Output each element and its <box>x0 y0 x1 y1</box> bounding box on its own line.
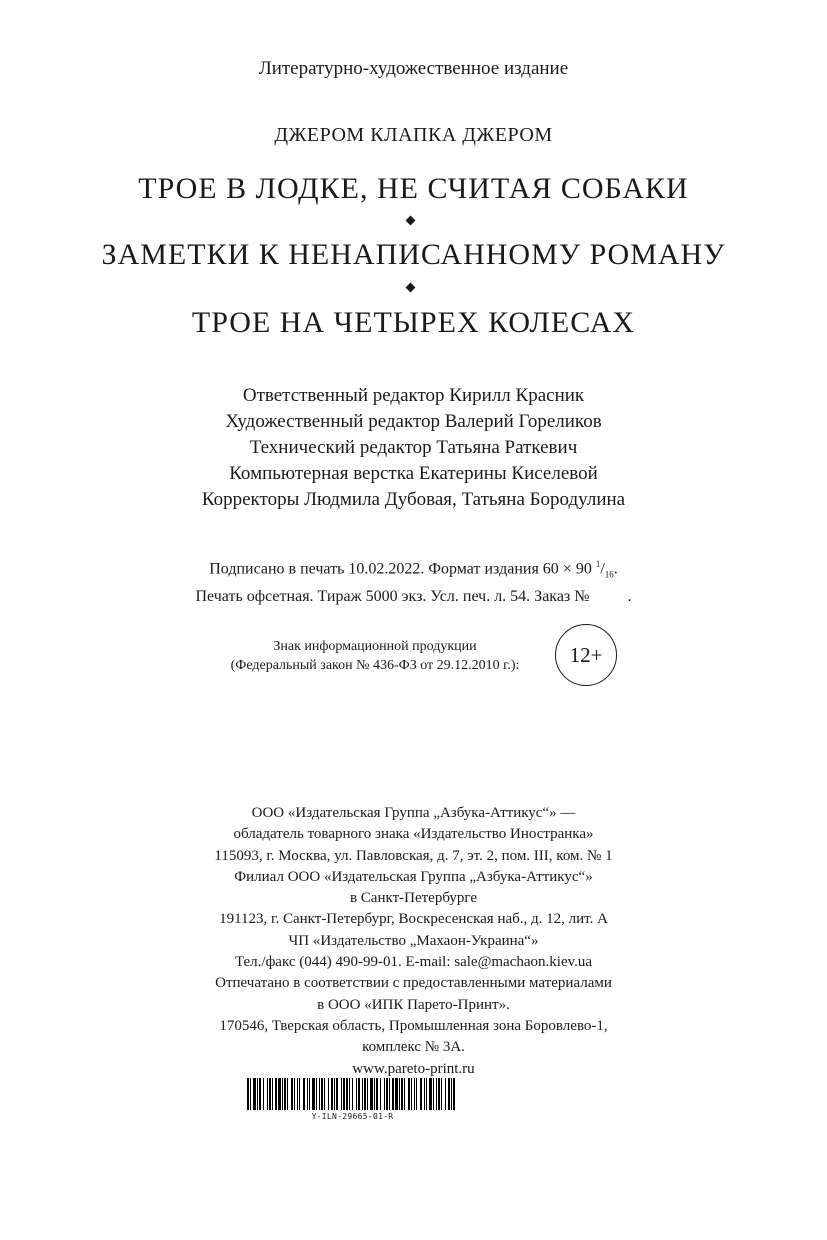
imprint-line: 191123, г. Санкт-Петербург, Воскресенская наб., д. 12, лит. А <box>219 911 608 928</box>
imprint-line: комплекс № 3А. <box>362 1039 465 1056</box>
info-mark-label <box>210 637 540 675</box>
imprint-line: в ООО «ИПК Парето-Принт». <box>317 996 510 1013</box>
staff-line: Художественный редактор Валерий Гореликов <box>225 411 602 432</box>
imprint-line: Филиал ООО «Издательская Группа „Азбука-Аттикус“» <box>234 868 593 885</box>
info-mark-line-2: (Федеральный закон № 436-ФЗ от 29.12.2010 г.): <box>230 658 520 673</box>
barcode-icon <box>247 1078 458 1110</box>
imprint-line: в Санкт-Петербурге <box>349 890 478 907</box>
imprint-line: www.pareto-print.ru <box>352 1060 475 1077</box>
imprint-line: обладатель товарного знака «Издательство Иностранка» <box>233 826 594 843</box>
info-mark-line-1: Знак информационной продукции <box>273 639 477 654</box>
imprint-line: Отпечатано в соответствии с предоставленными материалами <box>215 975 612 992</box>
work-title-2: ЗАМЕТКИ К НЕНАПИСАННОМУ РОМАНУ <box>101 238 726 271</box>
edition-type: Литературно-художественное издание <box>258 58 569 79</box>
staff-line: Ответственный редактор Кирилл Красник <box>242 385 585 406</box>
print-details <box>0 553 827 608</box>
print-signed-format: Подписано в печать 10.02.2022. Формат издания 60 × 90 <box>209 560 592 578</box>
staff-line: Технический редактор Татьяна Раткевич <box>249 437 578 458</box>
staff-line: Корректоры Людмила Дубовая, Татьяна Бородулина <box>201 489 626 510</box>
imprint-line: Тел./факс (044) 490-99-01. E-mail: sale@machaon.kiev.ua <box>234 954 593 971</box>
format-numerator: 1 <box>595 559 601 569</box>
imprint-line: 170546, Тверская область, Промышленная зона Боровлево-1, <box>219 1017 608 1034</box>
imprint-line: ООО «Издательская Группа „Азбука-Аттикус“» — <box>251 805 576 821</box>
age-rating-value: 12+ <box>569 642 603 667</box>
barcode-caption: Y-ILN-29665-01-R <box>311 1112 394 1121</box>
work-title-3: ТРОЕ НА ЧЕТЫРЕХ КОЛЕСАХ <box>191 306 636 339</box>
editorial-staff <box>0 383 827 513</box>
publisher-imprint <box>0 803 827 1080</box>
author-name: ДЖЕРОМ КЛАПКА ДЖЕРОМ <box>274 124 553 146</box>
age-rating-badge <box>555 624 617 686</box>
staff-line: Компьютерная верстка Екатерины Киселевой <box>229 463 598 484</box>
order-number-end: . <box>627 587 632 605</box>
separator-diamond-2 <box>406 283 416 293</box>
print-line-2 <box>0 586 827 608</box>
separator-diamond-1 <box>406 216 416 226</box>
print-line-1: Подписано в печать 10.02.2022. Формат издания 60 × 90 $^1/_{16}$. <box>209 559 618 580</box>
imprint-line: 115093, г. Москва, ул. Павловская, д. 7, эт. 2, пом. III, ком. № 1 <box>214 847 613 864</box>
work-title-1: ТРОЕ В ЛОДКЕ, НЕ СЧИТАЯ СОБАКИ <box>138 172 689 205</box>
print-run-order: Печать офсетная. Тираж 5000 экз. Усл. печ. л. 54. Заказ № <box>195 587 590 605</box>
imprint-line: ЧП «Издательство „Махаон-Украина“» <box>288 932 539 949</box>
format-denominator: 16 <box>604 569 614 580</box>
